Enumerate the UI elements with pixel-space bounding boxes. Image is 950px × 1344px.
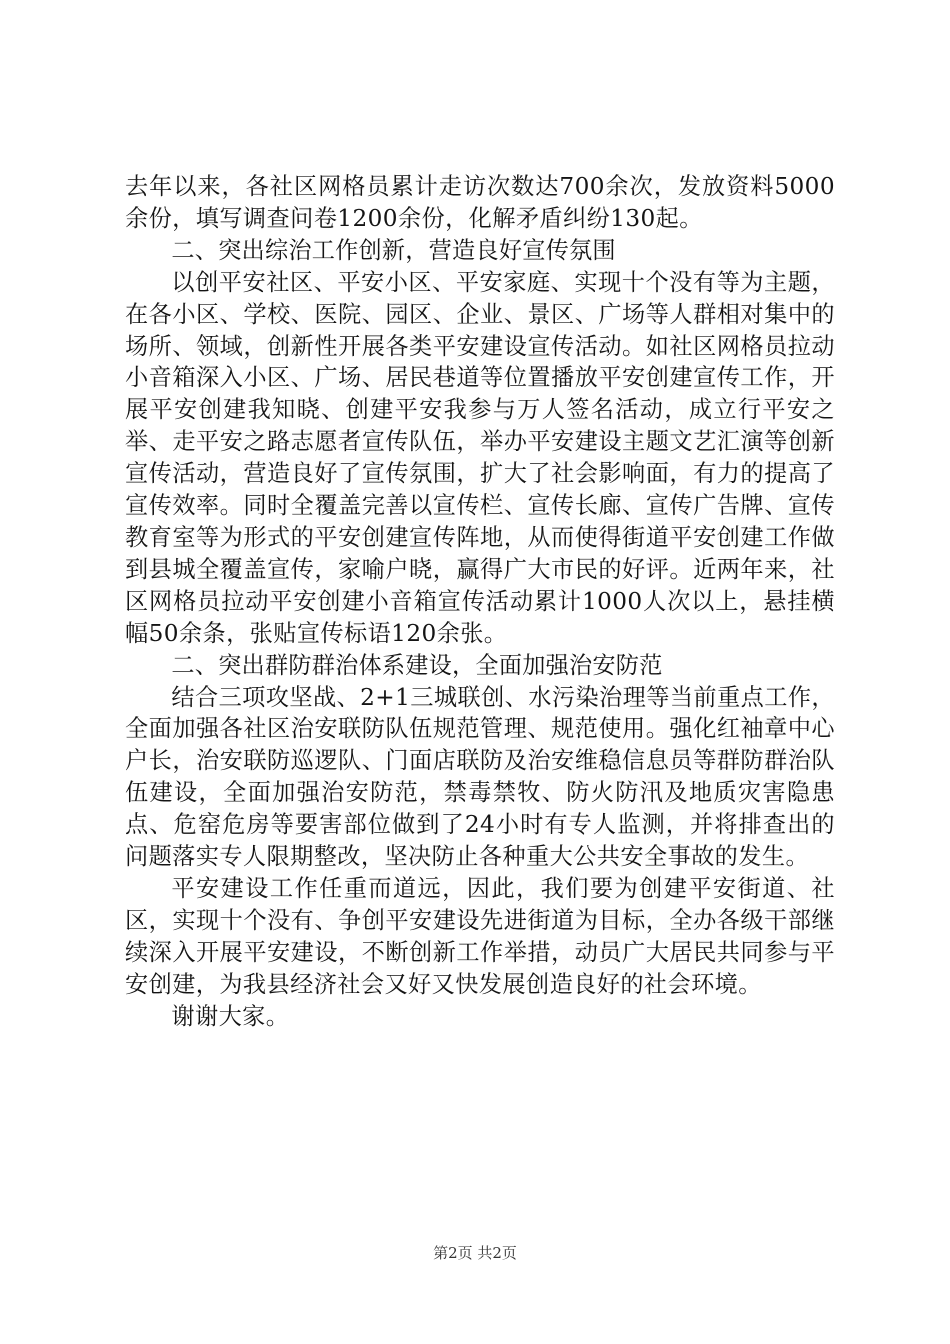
paragraph-conclusion: 平安建设工作任重而道远，因此，我们要为创建平安街道、社区，实现十个没有、争创平安建设先进街道为目标，全办各级干部继续深入开展平安建设，不断创新工作举措，动员广大居民共同参与平安创建，为我县经济社会又好又快发展创造良好的社会环境。 [125, 874, 835, 998]
paragraph-thanks: 谢谢大家。 [171, 1002, 290, 1030]
section-heading-security: 二、突出群防群治体系建设，全面加强治安防范 [171, 651, 663, 679]
paragraph-publicity: 以创平安社区、平安小区、平安家庭、实现十个没有等为主题，在各小区、学校、医院、园区、企业、景区、广场等人群相对集中的场所、领域，创新性开展各类平安建设宣传活动。如社区网格员拉动小音箱深入小区、广场、居民巷道等位置播放平安创建宣传工作，开展平安创建我知晓、创建平安我参与万人签名活动，成立行平安之举、走平安之路志愿者宣传队伍，举办平安建设主题文艺汇演等创新宣传活动，营造良好了宣传氛围，扩大了社会影响面，有力的提高了宣传效率。同时全覆盖完善以宣传栏、宣传长廊、宣传广告牌、宣传教育室等为形式的平安创建宣传阵地，从而使得街道平安创建工作做到县城全覆盖宣传，家喻户晓，赢得广大市民的好评。近两年来，社区网格员拉动平安创建小音箱宣传活动累计1000人次以上，悬挂横幅50余条，张贴宣传标语120余张。 [125, 268, 835, 647]
section-heading-publicity: 二、突出综治工作创新，营造良好宣传氛围 [171, 236, 616, 264]
paragraph-continuation: 去年以来，各社区网格员累计走访次数达700余次，发放资料5000余份，填写调查问卷1200余份，化解矛盾纠纷130起。 [125, 173, 835, 232]
document-body [125, 171, 835, 1032]
page-number-footer: 第2页 共2页 [433, 1244, 517, 1262]
paragraph-security: 结合三项攻坚战、2+1三城联创、水污染治理等当前重点工作，全面加强各社区治安联防队伍规范管理、规范使用。强化红袖章中心户长，治安联防巡逻队、门面店联防及治安维稳信息员等群防群治队伍建设，全面加强治安防范，禁毒禁牧、防火防汛及地质灾害隐患点、危窑危房等要害部位做到了24小时有专人监测，并将排查出的问题落实专人限期整改，坚决防止各种重大公共安全事故的发生。 [125, 683, 835, 871]
